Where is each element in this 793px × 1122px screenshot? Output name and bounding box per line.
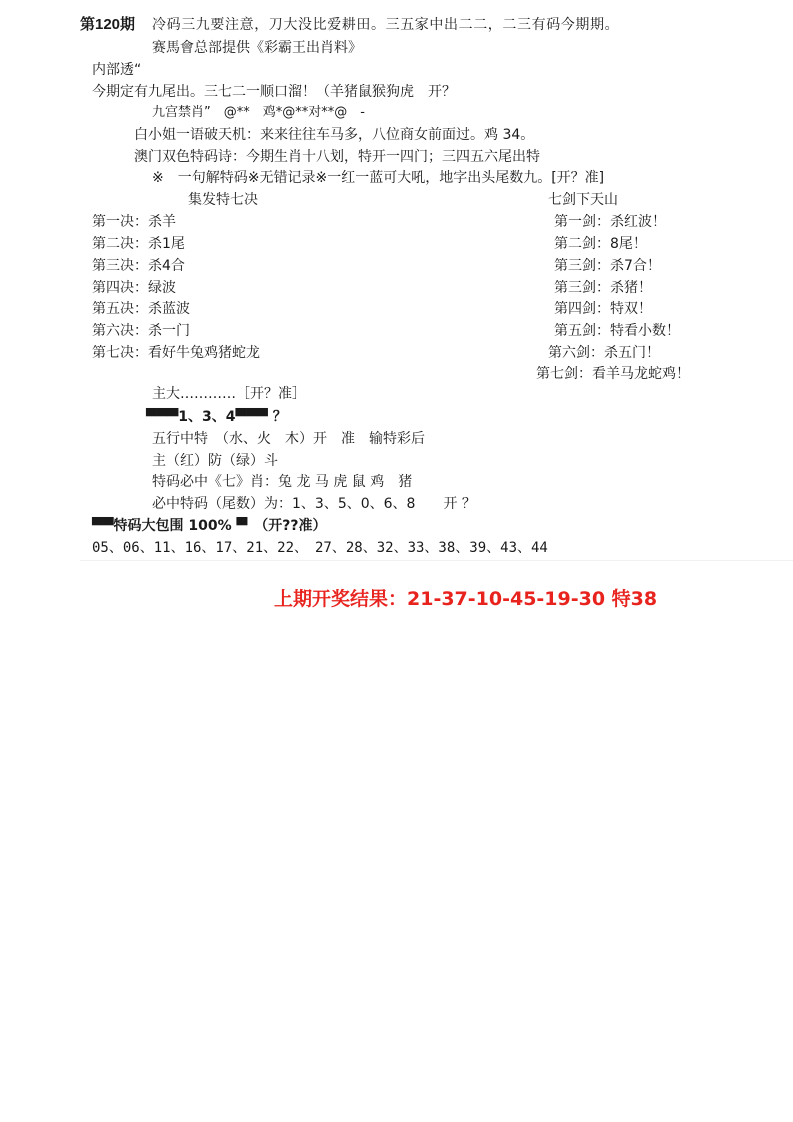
intro-nine-palace: 九宫禁肖” @** 鸡*@**对**@ - [152,105,365,120]
right-item: 第四剑：特双！ [554,301,652,317]
right-item: 第三剑：杀7合！ [554,258,661,274]
header-source: 赛馬會总部提供《彩霸王出肖料》 [152,40,362,56]
left-item: 第四决：绿波 [92,280,176,296]
left-item: 第七决：看好牛兔鸡猪蛇龙 [92,345,260,361]
left-section-title: 集发特七决 [188,192,258,208]
divider [80,560,793,561]
left-item: 第三决：杀4合 [92,258,185,274]
intro-one-line-tip: ※ 一句解特码※无错记录※一红一蓝可大吼，地字出头尾数九。[开？准] [152,170,605,186]
right-item: 第五剑：特看小数！ [554,323,680,339]
right-item: 第二剑：8尾！ [554,236,647,252]
five-elements-line: 五行中特 （水、火 木）开 准 输特彩后 [152,431,425,447]
full-coverage-title: ▀▀特码大包围 100% ▀ （开??准） [92,518,327,534]
last-draw-result: 上期开奖结果：21-37-10-45-19-30 特38 [274,588,658,610]
intro-white-lady: 白小姐一语破天机：来来往往车马多，八位商女前面过。鸡 34。 [134,127,535,143]
right-item: 第一剑：杀红波！ [554,214,666,230]
left-item: 第六决：杀一门 [92,323,190,339]
issue-number: 第120期 [80,16,136,33]
main-big-line: 主大…………［开？准］ [152,386,306,402]
intro-macau-poem: 澳门双色特码诗：今期生肖十八划，特开一四门；三四五六尾出特 [134,149,540,165]
left-item: 第一决：杀羊 [92,214,176,230]
right-item: 第七剑：看羊马龙蛇鸡！ [536,366,690,382]
seven-zodiac-line: 特码必中《七》肖：兔 龙 马 虎 鼠 鸡 猪 [152,474,413,490]
right-item: 第三剑：杀猪！ [554,280,652,296]
header-verse: 冷码三九要注意，刀大没比爱耕田。三五家中出二二，二三有码今期期。 [152,17,620,33]
main-red-line: 主（红）防（绿）斗 [152,453,278,469]
coverage-numbers: 05、06、11、16、17、21、22、 27、28、32、33、38、39、43、44 [92,540,548,556]
intro-tail-line: 今期定有九尾出。三七二一顺口溜！（羊猪鼠猴狗虎 开？ [92,84,456,100]
right-item: 第六剑：杀五门！ [548,345,660,361]
numbers-banner: ▀▀▀1、3、4▀▀▀ ？ [146,409,287,425]
left-item: 第二决：杀1尾 [92,236,185,252]
left-item: 第五决：杀蓝波 [92,301,190,317]
intro-inside-tip: 内部透“ [92,62,142,78]
tail-digits-line: 必中特码（尾数）为：1、3、5、0、6、8 开 ？ [152,496,476,512]
forecast-sheet [0,0,793,560]
right-section-title: 七剑下天山 [548,192,618,208]
